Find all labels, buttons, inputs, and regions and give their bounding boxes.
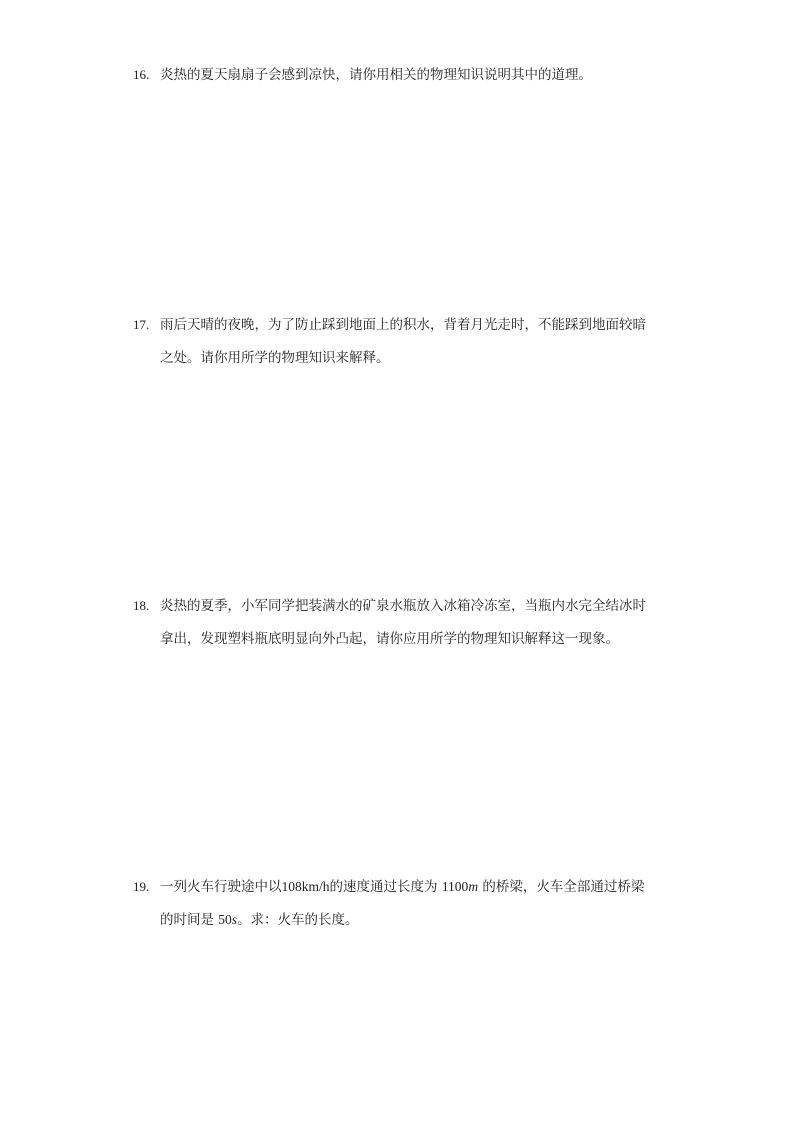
question-number: 16. [133,67,150,82]
text-segment: 的速度通过长度为 [329,879,438,895]
question-text-line: 雨后天晴的夜晚，为了防止踩到地面上的积水，背着月光走时，不能踩到地面较暗 [160,317,646,333]
text-segment: 的桥梁，火车全部通过桥梁 [482,879,645,895]
time-value: 50 [218,912,232,927]
length-value: 1100 [441,879,469,894]
question-text-line [160,878,644,896]
speed-value: 108km/h [281,879,330,894]
question-text-line: 炎热的夏季，小军同学把装满水的矿泉水瓶放入冰箱冷冻室，当瓶内水完全结冰时 [160,598,646,614]
question-text-line [160,911,359,929]
question-number: 19. [133,879,150,894]
length-unit: m [468,879,479,894]
question-text-line: 之处。请你用所学的物理知识来解释。 [160,350,390,366]
text-segment: 的时间是 [160,912,214,928]
question-number: 18. [133,598,150,613]
text-segment: 一列火车行驶途中以 [160,879,282,895]
time-unit: s [231,912,238,927]
question-number: 17. [133,317,150,332]
text-segment: 。求：火车的长度。 [237,912,359,928]
question-text-line: 拿出，发现塑料瓶底明显向外凸起，请你应用所学的物理知识解释这一现象。 [160,631,619,647]
question-text-line: 炎热的夏天扇扇子会感到凉快，请你用相关的物理知识说明其中的道理。 [160,67,592,83]
